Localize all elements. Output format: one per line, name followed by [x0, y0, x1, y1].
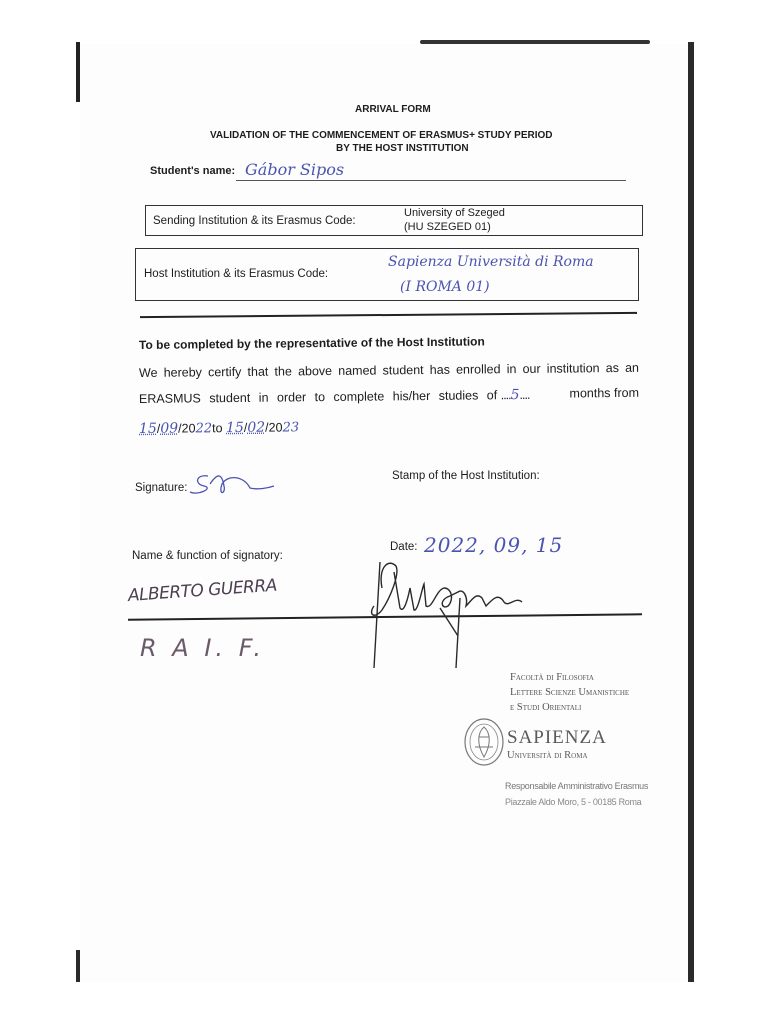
stamp-address: Piazzale Aldo Moro, 5 - 00185 Roma — [505, 797, 642, 807]
date-from-year: 22 — [195, 421, 213, 437]
student-signature-scribble — [188, 466, 278, 500]
page-shadow-right — [688, 42, 694, 982]
certify-text-line1: We hereby certify that the above named student has enrolled in our institution as an — [138, 360, 640, 380]
form-title: ARRIVAL FORM — [355, 104, 431, 115]
host-institution-label: Host Institution & its Erasmus Code: — [144, 268, 329, 280]
date-from-year-prefix: /20 — [178, 421, 196, 436]
date-to-month: 02 — [247, 419, 266, 436]
student-name-label: Student's name: — [150, 165, 236, 177]
to-word: to — [212, 421, 223, 436]
sending-institution-name: University of Szeged — [404, 207, 505, 219]
sending-institution-label: Sending Institution & its Erasmus Code: — [153, 215, 356, 227]
signatory-function: R A I. F. — [140, 634, 266, 662]
signatory-label: Name & function of signatory: — [132, 550, 283, 562]
stamp-university-name: SAPIENZA — [507, 727, 607, 748]
student-name-value: Gábor Sipos — [245, 160, 345, 179]
stamp-university-sub: Università di Roma — [507, 750, 588, 761]
date-label: Date: — [390, 541, 418, 553]
months-value: 5 — [510, 387, 520, 404]
date-value: 2022, 09, 15 — [424, 533, 564, 557]
host-institution-code: (I ROMA 01) — [400, 279, 490, 295]
document-page — [80, 44, 688, 982]
date-to-year: 23 — [282, 420, 300, 436]
section-heading: To be completed by the representative of the Host Institution — [138, 334, 485, 352]
date-range-line: 15/09/2022to 15/02/2023 — [138, 419, 300, 437]
months-dots-right: .... — [519, 387, 530, 403]
stamp-label: Stamp of the Host Institution: — [392, 470, 540, 482]
certify-text-start: ERASMUS student in order to complete his/her studies of — [138, 388, 498, 406]
date-to-day: 15 — [225, 419, 244, 437]
student-name-underline — [236, 180, 626, 181]
stamp-office: Responsabile Amministrativo Erasmus — [505, 781, 649, 791]
sapienza-seal-icon — [463, 717, 505, 767]
form-subtitle-line1: VALIDATION OF THE COMMENCEMENT OF ERASMUS+ STUDY PERIOD — [210, 130, 553, 141]
stamp-faculty-line3: e Studi Orientali — [510, 702, 582, 713]
signatory-name: ALBERTO GUERRA — [127, 575, 278, 606]
sending-institution-code: (HU SZEGED 01) — [404, 221, 491, 233]
host-institution-name: Sapienza Università di Roma — [388, 254, 594, 270]
date-from-month: 09 — [160, 420, 179, 437]
signature-label: Signature: — [135, 482, 188, 494]
months-dots-left: .... — [500, 388, 511, 403]
stamp-faculty-line2: Lettere Scienze Umanistiche — [510, 687, 630, 698]
certify-text-end: months from — [569, 385, 640, 401]
date-from-day: 15 — [138, 420, 157, 437]
stamp-faculty-line1: Facoltà di Filosofia — [510, 672, 594, 683]
date-to-year-prefix: /20 — [265, 420, 283, 435]
form-subtitle-line2: BY THE HOST INSTITUTION — [336, 143, 469, 154]
official-signature — [360, 548, 560, 678]
